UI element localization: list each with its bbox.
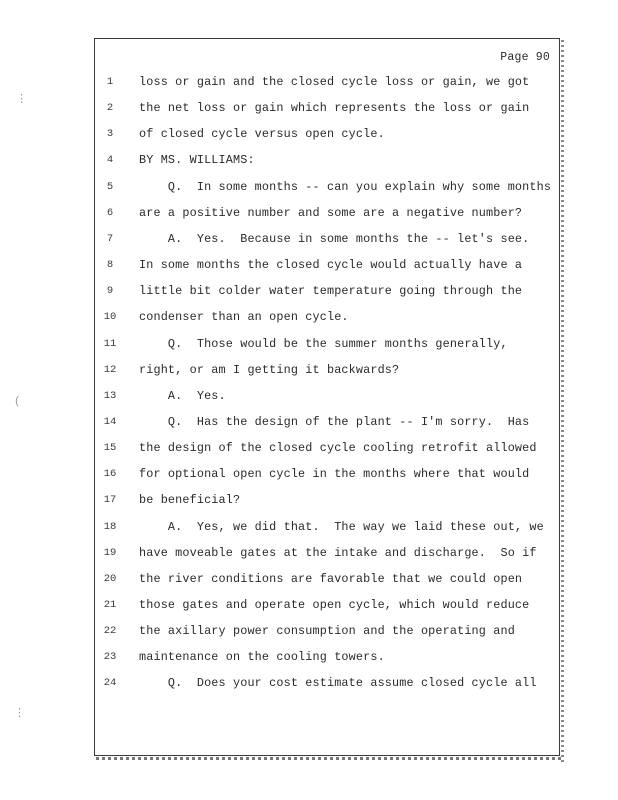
line-text: the design of the closed cycle cooling retrofit allowed xyxy=(139,441,537,456)
line-number: 24 xyxy=(103,677,117,690)
line-text: maintenance on the cooling towers. xyxy=(139,650,385,665)
scan-mark: ⋮ xyxy=(16,94,27,106)
line-text: be beneficial? xyxy=(139,493,241,508)
transcript-line xyxy=(95,98,561,118)
transcript-line xyxy=(95,150,561,170)
line-number: 8 xyxy=(106,259,114,272)
line-number: 6 xyxy=(106,206,114,219)
line-text: Q. In some months -- can you explain why some months xyxy=(139,179,552,194)
transcript-line xyxy=(95,360,561,380)
transcript-page xyxy=(94,38,560,756)
line-text: have moveable gates at the intake and discharge. So if xyxy=(139,545,537,560)
transcript-line xyxy=(95,595,561,615)
line-number: 12 xyxy=(103,363,117,376)
transcript-line xyxy=(95,386,561,406)
line-number: 20 xyxy=(103,572,117,585)
line-number: 4 xyxy=(106,154,114,167)
line-text: of closed cycle versus open cycle. xyxy=(139,127,385,142)
transcript-line xyxy=(95,203,561,223)
transcript-line xyxy=(95,438,561,458)
transcript-line xyxy=(95,569,561,589)
line-number: 9 xyxy=(106,285,114,298)
transcript-line xyxy=(95,517,561,537)
transcript-line xyxy=(95,177,561,197)
line-number: 1 xyxy=(106,76,114,88)
transcript-line xyxy=(95,307,561,327)
line-number: 16 xyxy=(103,468,117,481)
line-number: 11 xyxy=(103,337,117,350)
line-text: condenser than an open cycle. xyxy=(139,310,349,325)
line-number: 13 xyxy=(103,389,117,402)
transcript-line xyxy=(95,72,561,92)
line-text: those gates and operate open cycle, which would reduce xyxy=(139,598,530,612)
line-number: 10 xyxy=(103,311,117,324)
line-number: 7 xyxy=(106,232,114,245)
transcript-line xyxy=(95,647,561,667)
scan-mark: ⋮ xyxy=(14,708,25,720)
transcript-line xyxy=(95,229,561,249)
line-number: 21 xyxy=(103,599,117,611)
line-text: A. Yes, we did that. The way we laid these out, we xyxy=(139,519,544,534)
line-text: the axillary power consumption and the operating and xyxy=(139,624,515,639)
line-number: 19 xyxy=(103,546,117,559)
line-text: are a positive number and some are a negative number? xyxy=(139,205,523,220)
line-number: 5 xyxy=(106,180,114,193)
line-number: 3 xyxy=(106,128,114,141)
line-text: BY MS. WILLIAMS: xyxy=(139,153,255,168)
transcript-line xyxy=(95,334,561,354)
line-text: Q. Does your cost estimate assume closed cycle all xyxy=(139,676,537,691)
line-number: 14 xyxy=(103,415,117,428)
transcript-line xyxy=(95,281,561,301)
line-number: 2 xyxy=(106,102,114,115)
line-text: In some months the closed cycle would actually have a xyxy=(139,258,523,273)
line-number: 18 xyxy=(103,520,117,533)
line-text: Q. Those would be the summer months generally, xyxy=(139,336,508,351)
line-text: the net loss or gain which represents the loss or gain xyxy=(139,101,530,116)
line-number: 22 xyxy=(103,625,117,638)
transcript-line xyxy=(95,255,561,275)
line-text: little bit colder water temperature going through the xyxy=(139,284,523,299)
transcript-line xyxy=(95,412,561,432)
page-number: Page 90 xyxy=(500,51,550,64)
line-text: A. Yes. xyxy=(139,388,226,403)
frame-edge-shadow-bottom xyxy=(96,757,564,760)
transcript-line xyxy=(95,464,561,484)
frame-edge-shadow-right xyxy=(561,40,564,762)
transcript-line xyxy=(95,621,561,641)
line-number: 17 xyxy=(103,494,117,507)
scan-mark: ( xyxy=(14,396,21,408)
line-text: loss or gain and the closed cycle loss or gain, we got xyxy=(139,75,530,89)
line-text: A. Yes. Because in some months the -- let's see. xyxy=(139,231,530,246)
line-text: the river conditions are favorable that we could open xyxy=(139,571,523,586)
line-text: Q. Has the design of the plant -- I'm sorry. Has xyxy=(139,414,530,429)
line-text: for optional open cycle in the months where that would xyxy=(139,467,530,482)
line-text: right, or am I getting it backwards? xyxy=(139,362,400,377)
transcript-line xyxy=(95,490,561,510)
transcript-line xyxy=(95,124,561,144)
transcript-line xyxy=(95,673,561,693)
transcript-line xyxy=(95,543,561,563)
line-number: 23 xyxy=(103,651,117,664)
line-number: 15 xyxy=(103,442,117,455)
